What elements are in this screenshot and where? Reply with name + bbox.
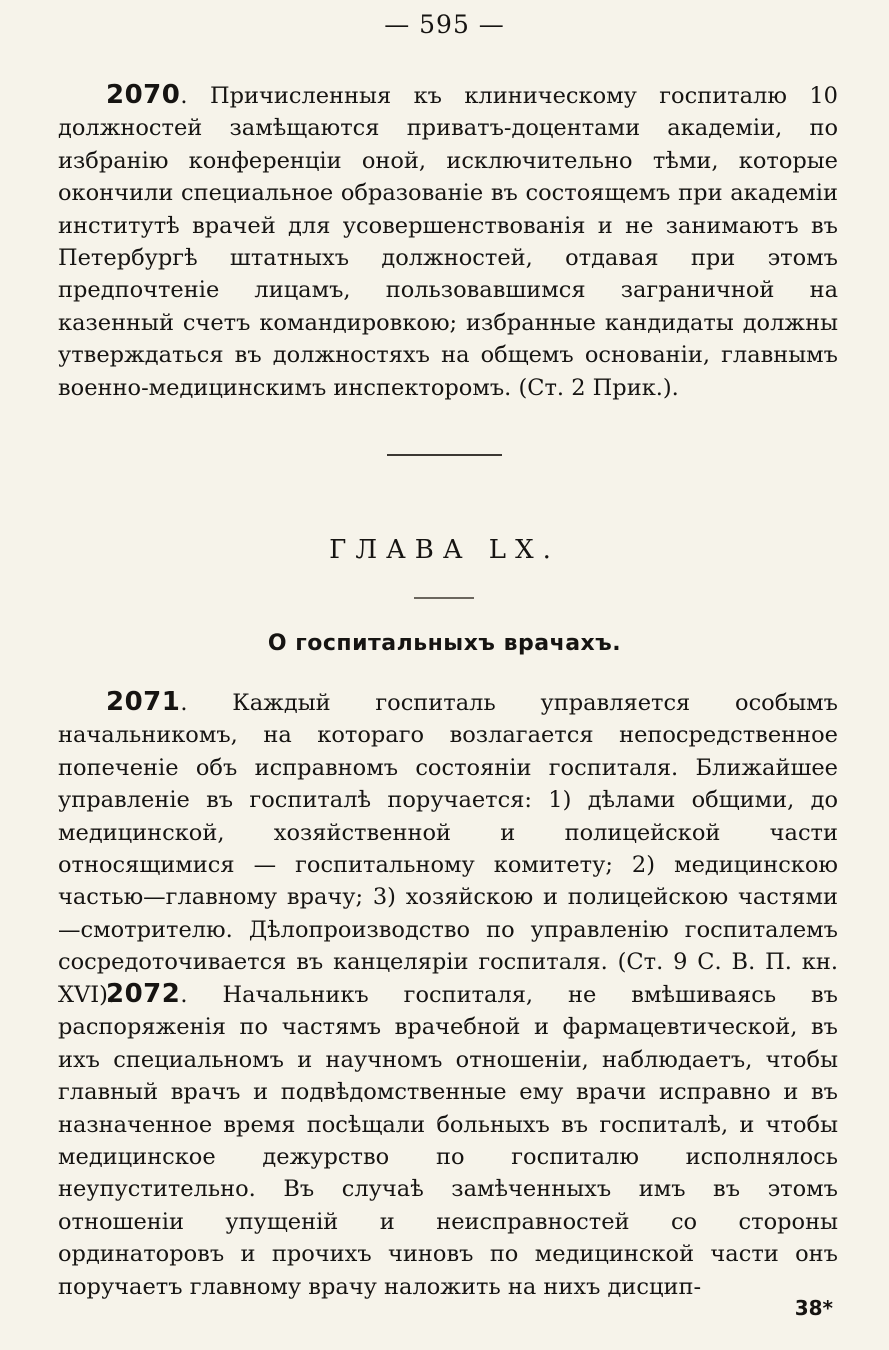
article-2072 <box>58 978 838 1303</box>
chapter-title: ГЛАВА LX. <box>329 535 560 565</box>
title-divider <box>414 597 474 599</box>
article-number: 2071 <box>106 687 181 717</box>
signature-mark: 38* <box>794 1296 833 1320</box>
article-2070 <box>58 79 838 404</box>
article-number: 2072 <box>106 979 181 1009</box>
article-text: . Каждый госпиталь управляется особымъ начальникомъ, на котораго возлагается непосредственное попеченіе объ исправномъ состояніи госпиталя. Ближайшее управленіе въ госпиталѣ поручается: 1) дѣлами общими, до медицинской, хозяйственной и полицейской части относящимися — госпитальному комитету; 2) медицинскою частью—главному врачу; 3) хозяйскою и полицейскою частями—смотрителю. Дѣлопроизводство по управленію госпиталемъ сосредоточивается въ канцеляріи госпиталя. (Ст. 9 С. В. П. кн. XVI). <box>58 690 838 1008</box>
page-number: — 595 — <box>384 10 505 39</box>
article-2071 <box>58 686 838 1011</box>
article-number: 2070 <box>106 80 181 110</box>
section-title: О госпитальныхъ врачахъ. <box>267 631 622 656</box>
section-divider <box>387 454 502 456</box>
article-text: . Начальникъ госпиталя, не вмѣшиваясь въ распоряженія по частямъ врачебной и фармацевтической, въ ихъ специальномъ и научномъ отношеніи, наблюдаетъ, чтобы главный врачъ и подвѣдомственные ему врачи исправно и въ назначенное время посѣщали больныхъ въ госпиталѣ, и чтобы медицинское дежурство по госпиталю исполнялось неупустительно. Въ случаѣ замѣченныхъ имъ въ этомъ отношеніи упущеній и неисправностей со стороны ординаторовъ и прочихъ чиновъ по медицинской части онъ поручаетъ главному врачу наложить на нихъ дисцип- <box>58 982 838 1300</box>
article-text: . Причисленныя къ клиническому госпиталю 10 должностей замѣщаются приватъ-доцентами академіи, по избранію конференціи оной, исключительно тѣми, которые окончили специальное образованіе въ состоящемъ при академіи институтѣ врачей для усовершенствованія и не занимаютъ въ Петербургѣ штатныхъ должностей, отдавая при этомъ предпочтеніе лицамъ, пользовавшимся заграничной на казенный счетъ командировкою; избранные кандидаты должны утверждаться въ должностяхъ на общемъ основаніи, главнымъ военно-медицинскимъ инспекторомъ. (Ст. 2 Прик.). <box>58 83 838 401</box>
